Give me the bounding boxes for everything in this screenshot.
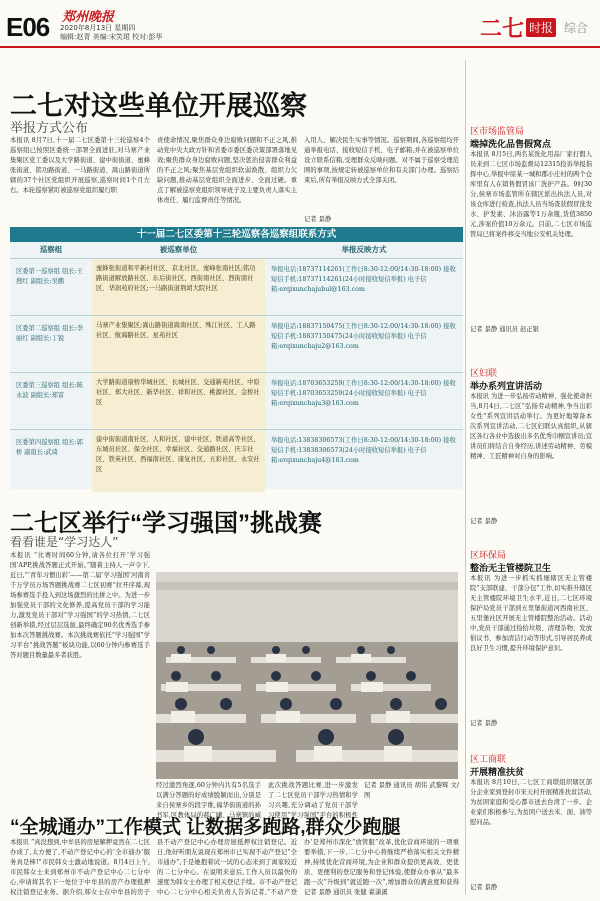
- story1-col1: 本报讯 8月7日,十一届二七区委第十三轮巡察4个巡察组已按照区委统一部署全面进驻,对马寨产业集聚区党工委以及大学路街道、建中街街道、蜜蜂张街道、铭功路街道、一马路街道、嵩山路街道所辖的37个社区党组织开展巡察,巡察时间1个月左右。本轮巡察紧盯被巡察党组织履行职: [10, 137, 150, 194]
- brief-tag: 区环保局: [470, 551, 507, 561]
- table-row: [10, 259, 463, 316]
- date-editor-block: [60, 24, 163, 42]
- story2-byline: 记者 景静 通讯员 胡伟 武黎辉 文/图: [364, 782, 459, 799]
- date-line: 2020年8月13日 星期四: [60, 24, 136, 32]
- brief-body: 本报讯 为进一步抓实抓细辖区无主管楼院“支部联建、干部分包”工作,切实推升辖区无主管楼院环境卫生水平,近日,二七区环境保护局党员干部到五里堡街道河西南社区、五里堡社区开展无主管楼院整治活动。活动中,党员干部通过捡拾垃圾、清理杂物、发放倡议书、参加清洁行动等形式,引导居民养成良好卫生习惯,提升环境保护意识。: [470, 575, 592, 652]
- table-cell-units: 蜜蜂张街道和平新村社区、京北社区、蜜峰张南社区;铭功路街道解放路社区、东后街社区、西街南社区、西街南社区、华润苑府社区;一马路街道荆胡大院社区: [92, 259, 265, 315]
- brief-headline: 开展精准扶贫: [470, 768, 525, 778]
- brief-body: 本报讯 8月5日,两名某洗化用品厂家打假人员来到二七区市场监督局12315投诉举报指挥中心,举报中原某一城和郡小庄村的两个仓库里有人在销售假冒该厂洗护产品。9时30分,侯寨市场监管所在辖区派出执法人员,对该仓库进行检查,执法人员当场查获假冒洗发水、护发素、沐浴露等1万余瓶,货值3850元,涉案价值10万余元。目前,二七区市场监管局已将案件移交当地公安机关处理。: [470, 151, 592, 238]
- header-rule: [0, 46, 600, 48]
- brief-women: [470, 366, 592, 527]
- story2-col2: 经过激烈角逐,60分钟内共有5名选手以满分答题的好成绩脱颖而出,分别是来自侯寨乡的段宇维,福华街街道的孙书军,区教体局的郝广曦、马寨镇的臧: [156, 782, 261, 819]
- table-cell-group: 区委第二巡察组 组长:李丽红 副组长:丁锐: [16, 325, 84, 342]
- brief-byline: 记者 景静: [470, 518, 498, 525]
- table-title: 十一届二七区委第十三轮巡察各巡察组联系方式: [10, 227, 463, 242]
- brief-market: [470, 124, 592, 335]
- story2-title: 二七区举行“学习强国”挑战赛: [10, 510, 322, 537]
- table-header-group: 巡察组: [39, 245, 63, 254]
- story1-col2: 责使命情况,聚焦群众身边腐败问题和不正之风,推动党中央大政方针和省委市委区委决策部署落地见效;聚焦群众身边腐败问题,坚决惩治侵害群众利益的不正之风;聚焦基层党组织软弱涣散、组织力欠缺问题,推动基层党组织全面进步、全面过硬。重点了解被巡察党组织领导班子及主要负责人落实主体责任、履行监督责任等情况。: [157, 137, 297, 204]
- table-cell-contact: 举报电话:18737114261(工作日8:30-12:00/14:30-18:00) 接收短信手机:18737114261(24小时接收短信举报) 电子信箱:erqixunchajubul@163.com: [271, 266, 456, 293]
- table-row: [10, 316, 463, 373]
- story3-byline: 记者 景静 通讯员 张健 翟潇溪: [304, 889, 388, 896]
- table-cell-group: 区委第四巡察组 组长:郭桥 副组长:武琦: [16, 439, 84, 456]
- story3-col2: 县不动产登记中心办理房屋抵押权注销登记。近日,他好听朋友说现在郑州市已实现不动产登记“全市通办”,于是她抱着试一试的心态来到了离家较近的二七分中心。在说明来意后,工作人员以最快的速度为韩女士办理了相关登记手续。市不动产登记中心二七分中心相关负责人告诉记者,“不动产登: [157, 839, 297, 896]
- newspaper-logo: 郑州晚报: [62, 10, 115, 25]
- brief-environment: [470, 548, 592, 729]
- section-masthead: [480, 12, 588, 43]
- section-sub: 综合: [563, 21, 588, 35]
- story2-col3: 此次挑战答题比赛,进一步激发了二七区党员干部学习热情和学习兴趣,充分调动了党员干部学习使用“学习强国”平台的积极性: [268, 782, 358, 819]
- story2-col1: 本报讯 “比赛时间60分钟,请各位打开‘学习强国’APP,挑战答题正式开始。”随着主持人一声令下,近日,“‘青年习惯出彩’——第二届‘学习强国’河南省千万学员万场答题挑战赛二七区初赛”拉开序幕,现场参赛选手投入到这场激烈的比拼之中。为进一步加强党员干部的文化修养,提高党员干部的学习能力,激发党员干部对“学习强国”的学习热情,二七区创新举措,经过层层选拔,最终确定90名优秀选手参加本次答题挑战赛。本次挑战赛依托“学习强国”学习平台“挑战答题”板块功能,以60分钟内参赛选手答对题目数量最多者获胜。: [10, 552, 150, 659]
- brief-commerce: [470, 752, 592, 893]
- table-cell-units: 建中街街道南社区、人和社区、建中社区、铁道高等社区、东城员社区、保全社区、幸福社区、交通路社区、庆丰社区、铁英社区、西福南社区、康复社区、五彩社区、永安社区: [92, 430, 265, 492]
- table-cell-contact: 举报电话:18703653259(工作日8:30-12:00/14:30-18:00) 接收短信手机:18703653259(24小时接收短信举报) 电子信箱:erqixunchaju3@163.com: [271, 380, 456, 407]
- brief-byline: 记者 景静: [470, 884, 498, 891]
- story1-col3: 入用人、解决民生实事等情况。巡察期间,各巡察组均开通举报电话、接收短信手机、电子邮箱,并在被巡察单位设立联系信箱,受理群众反映问题。对不属于巡察受理范围的事项,按规定转被巡察单位和有关部门办理。巡察结束后,所有举报反映方式全部关闭。: [304, 137, 459, 184]
- table-header-contact: 举报反映方式: [341, 245, 387, 254]
- story1-title: 二七对这些单位开展巡察: [10, 91, 307, 121]
- brief-byline: 记者 景静 通讯员 赵正银: [470, 326, 539, 333]
- story2-subtitle: 看看谁是“学习达人”: [10, 535, 119, 549]
- story1-subtitle: 举报方式公布: [10, 121, 89, 136]
- page-number: E06: [6, 12, 50, 42]
- contest-photo-art: [156, 572, 458, 779]
- table-cell-group: 区委第三巡察组 组长:陈永波 副组长:郑雷: [16, 382, 84, 399]
- brief-headline: 举办系列宣讲活动: [470, 382, 543, 392]
- brief-tag: 区市场监管局: [470, 127, 525, 137]
- table-cell-contact: 举报电话:13838306573(工作日8:30-12:00/14:30-18:00) 接收短信手机:13838306573(24小时接收短信举报) 电子信箱:erqixunchaju4@163.com: [271, 437, 456, 464]
- editor-line: 编辑:赵青 美编:宋笑珺 校对:彭华: [60, 33, 163, 41]
- brief-byline: 记者 景静: [470, 720, 498, 727]
- table-cell-units: 大学路街道康桥华城社区、长城社区、交通新苑社区、中原社区、郑大社区、新华社区、祥和社区、桃源社区、金桥社区: [92, 373, 265, 429]
- table-header-units: 被巡察单位: [159, 245, 198, 254]
- brief-headline: 端掉洗化品售假窝点: [470, 140, 552, 150]
- inspection-contact-table: [10, 227, 463, 489]
- brief-body: 本报讯 为进一步弘扬劳动精神、强化使命担当,8月4日,二七区“弘扬劳动精神,争当出彩女性”系列宣讲活动举行。为更好地筹备本次系列宣讲活动,二七区妇联认真组织,从辖区各行各业中选拔出多名优秀巾帼宣讲员;宣讲员们将结合自身经历,讲述劳动精神、劳模精神、工匠精神对自身的影响。: [470, 393, 592, 460]
- brief-headline: 整治无主管楼院卫生: [470, 564, 552, 574]
- table-header-row: [10, 242, 463, 259]
- brief-tag: 区工商联: [470, 755, 507, 765]
- story3-title: “全城通办”工作模式 让数据多跑路,群众少跑腿: [10, 817, 401, 838]
- column-divider: [465, 60, 466, 895]
- table-row: [10, 430, 463, 492]
- story3-col3: 办’是郑州市深化“放管服”改革,优化营商环境的一项重要举措,下一步,二七分中心将继续严格落实相关文件精神,持续优化营商环境,为企业和群众提供更高效、更优质、更便利的登记服务和登记体验,使群众办事从“最多跑一次”升级到“就近跑一次”,增加群众的满意度和获得: [304, 839, 459, 886]
- contest-photo: [156, 572, 458, 779]
- brief-tag: 区妇联: [470, 369, 498, 379]
- table-cell-group: 区委第一巡察组 组长:王搜红 副组长:吴鹏: [16, 268, 84, 285]
- story3-col1: 本报讯 “真没想到,中牟县的房屋解押竟然在二七区办成了,太方便了,不动产登记中心的‘全市通办’服务真是棒!”市民韩女士激动地说道。8月4日上午,市民韩女士来到郑州市不动产登记中心二七分中心,申请将其名下一处位于中牟县的房产办理抵押权注销登记业务。据介绍,韩女士在中牟县的房子: [10, 839, 150, 896]
- table-cell-contact: 举报电话:18837150475(工作日8:30-12:00/14:30-18:00) 接收短信手机:18837150475(24小时接收短信举报) 电子信箱:erqixunchaju2@163.com: [271, 323, 456, 350]
- section-badge: 时报: [526, 18, 556, 37]
- brief-body: 本报讯 8月10日,二七区工商联组织辖区部分企业家到登封市宋天村开展精准扶贫活动,为贫困家庭和受心都市送去台湾了一步。企业家们积极参与,为贫困户送去米、面、油等慰问品。: [470, 779, 592, 826]
- table-cell-units: 马寨产业集聚区;嵩山路街道嵩南社区、殊江社区、工人路社区、航海路社区、星苑社区: [92, 316, 265, 372]
- table-row: [10, 373, 463, 430]
- story1-byline: 记者 景静: [304, 216, 332, 223]
- section-title: 二七: [479, 16, 524, 41]
